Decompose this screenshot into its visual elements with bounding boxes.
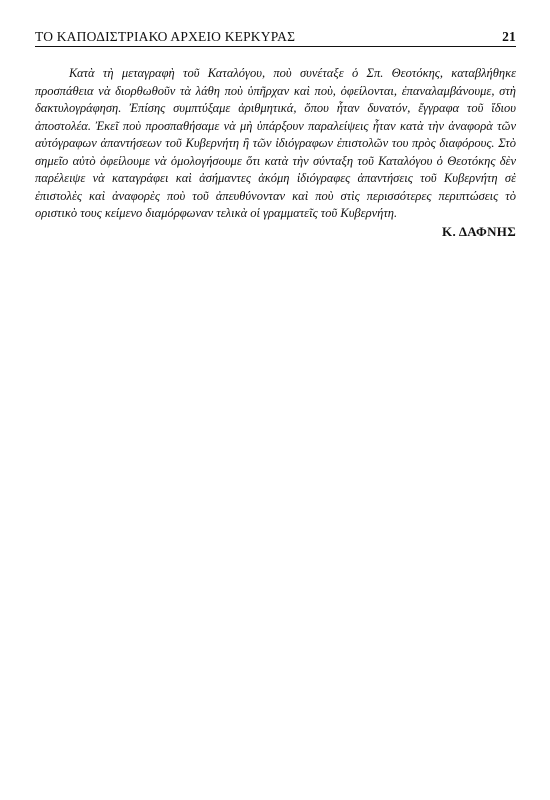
body-text: [35, 65, 516, 241]
header-rule: [35, 46, 516, 47]
running-header: [35, 25, 516, 45]
running-header-title: ΤΟ ΚΑΠΟΔΙΣΤΡΙΑΚΟ ΑΡΧΕΙΟ ΚΕΡΚΥΡΑΣ: [35, 29, 296, 44]
body-paragraph: Κατὰ τὴ μεταγραφὴ τοῦ Καταλόγου, ποὺ συνέταξε ὁ Σπ. Θεοτόκης, καταβλήθηκε προσπάθεια νὰ διορθωθοῦν τὰ λάθη ποὺ ὑπῆρχαν καὶ ποὺ, ὀφείλονται, ἐπαναλαμβάνουμε, στὴ δακτυλογράφηση. Ἐπίσης συμπτύξαμε ἀριθμητικά, ὅπου ἦταν δυνατόν, ἔγγραφα τοῦ ἴδιου ἀποστολέα. Ἐκεῖ ποὺ προσπαθήσαμε νὰ μὴ ὑπάρξουν παραλείψεις ἦταν κατὰ τὴν ἀναφορὰ τῶν αὐτόγραφων ἀπαντήσεων τοῦ Κυβερνήτη ἢ τῶν ἰδιόγραφων ἐπιστολῶν του πρὸς διαφόρους. Στὸ σημεῖο αὐτὸ ὀφείλουμε νὰ ὁμολογήσουμε ὅτι κατὰ τὴν σύνταξη τοῦ Καταλόγου ὁ Θεοτόκης δὲν παρέλειψε νὰ καταγράφει καὶ ἀσήμαντες ἀκόμη ἰδιόγραφες ἀπαντήσεις τοῦ Κυβερνήτη σὲ ἐπιστολὲς καὶ ἀναφορὲς ποὺ τοῦ ἀπευθύνονταν καὶ ποὺ στὶς περισσότερες περιπτώσεις τὸ οριστικὸ τους κείμενο διαμόρφωναν τελικὰ οἱ γραμματεῖς τοῦ Κυβερνήτη.: [35, 66, 516, 220]
author-signature: Κ. ΔΑΦΝΗΣ: [442, 223, 516, 239]
page-number: 21: [502, 29, 516, 44]
